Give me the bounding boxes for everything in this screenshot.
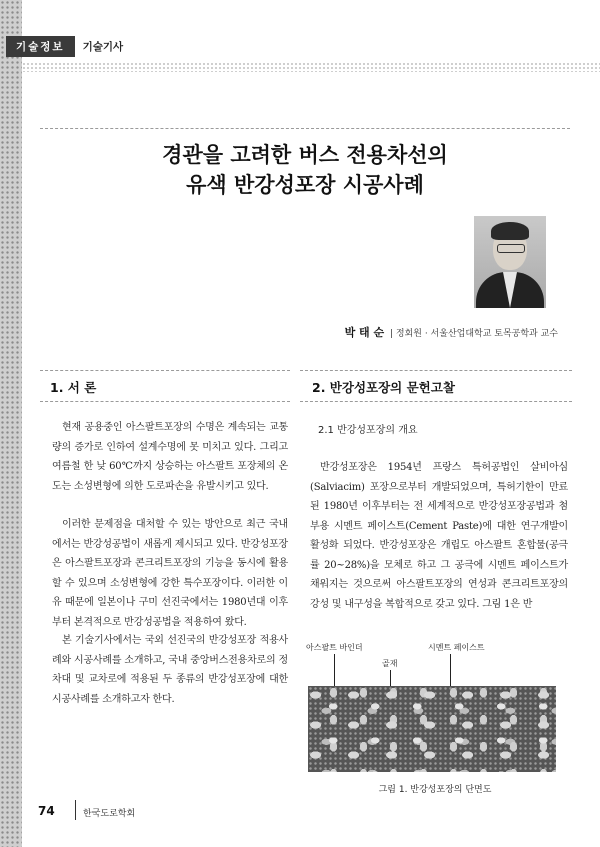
article-title: [40, 140, 570, 200]
author-photo: [474, 216, 546, 308]
header-divider: [22, 62, 600, 72]
magazine-name: 한국도로학회: [83, 809, 136, 819]
section2-paragraph: 반강성포장은 1954년 프랑스 특허공법인 살비아심(Salviacim) 포장으로부터 개발되었으며, 특허기한이 만료된 1980년 이후부터는 전 세계적으로 반강성포장공법과 첨부용 시멘트 페이스트(Cement Paste)에 대한 연구개발이 활성화 되었다. 반강성포장은 개립도 아스팔트 혼합물(공극률 20~28%)을 모체로 하고 그 공극에 시멘트 페이스트가 채워지는 것으로써 아스팔트포장의 연성과 콘크리트포장의 강성 및 내구성을 복합적으로 갖고 있다. 그림 1은 반: [310, 462, 568, 610]
section2-bottom-rule: [300, 401, 572, 402]
title-divider: [40, 128, 570, 129]
section1-title: 1. 서 론: [50, 380, 97, 395]
author-affiliation: | 정회원 · 서울산업대학교 토목공학과 교수: [390, 329, 558, 339]
title-line-2: 유색 반강성포장 시공사례: [186, 173, 424, 197]
pavement-cross-section-image: [308, 686, 556, 772]
section1-top-rule: [40, 370, 290, 371]
footer-separator: [75, 800, 76, 820]
section1-paragraph-2: 이러한 문제점을 대처할 수 있는 방안으로 최근 국내에서는 반강성공법이 새롭게 제시되고 있다. 반강성포장은 아스팔트포장과 콘크리트포장의 기능을 동시에 활용할 수 있으며 소성변형에 강한 특수포장이다. 이러한 이유 때문에 일본이나 구미 선진국에서는 1980년대 이후부터 본격적으로 반강성공법을 적용하여 왔다.: [52, 519, 288, 628]
section1-paragraph-1: 현재 공용중인 아스팔트포장의 수명은 계속되는 교통량의 증가로 인하여 설계수명에 못 미치고 있다. 그리고 여름철 한 낮 60℃까지 상승하는 아스팔트 포장체의 온도는 소성변형에 의한 도로파손을 유발시키고 있다.: [52, 422, 288, 492]
figure-label-aggregate: 골재: [382, 659, 398, 668]
decorative-side-strip: [0, 0, 22, 847]
header-tag: [6, 36, 123, 56]
category-badge: 기술정보: [6, 36, 75, 57]
author-name: 박 태 순: [344, 326, 385, 339]
figure-label-cement-paste: 시멘트 페이스트: [428, 643, 485, 652]
figure-caption: 그림 1. 반강성포장의 단면도: [378, 785, 492, 795]
section2-subtitle: 2.1 반강성포장의 개요: [318, 425, 418, 436]
figure-label-asphalt-binder: 아스팔트 바인더: [306, 643, 363, 652]
section2-top-rule: [300, 370, 572, 371]
figure-1: [300, 636, 570, 795]
section1-paragraph-3: 본 기술기사에서는 국외 선진국의 반강성포장 적용사례와 시공사례를 소개하고, 국내 중앙버스전용차로의 정차대 및 교차로에 적용된 두 종류의 반강성포장에 대한 시공사례를 소개하고자 한다.: [52, 635, 288, 705]
title-line-1: 경관을 고려한 버스 전용차선의: [162, 143, 448, 167]
section1-bottom-rule: [40, 401, 290, 402]
section2-title: 2. 반강성포장의 문헌고찰: [312, 380, 455, 395]
author-byline: [345, 324, 558, 340]
subcategory-label: 기술기사: [82, 40, 124, 53]
page-number: 74: [38, 804, 55, 818]
